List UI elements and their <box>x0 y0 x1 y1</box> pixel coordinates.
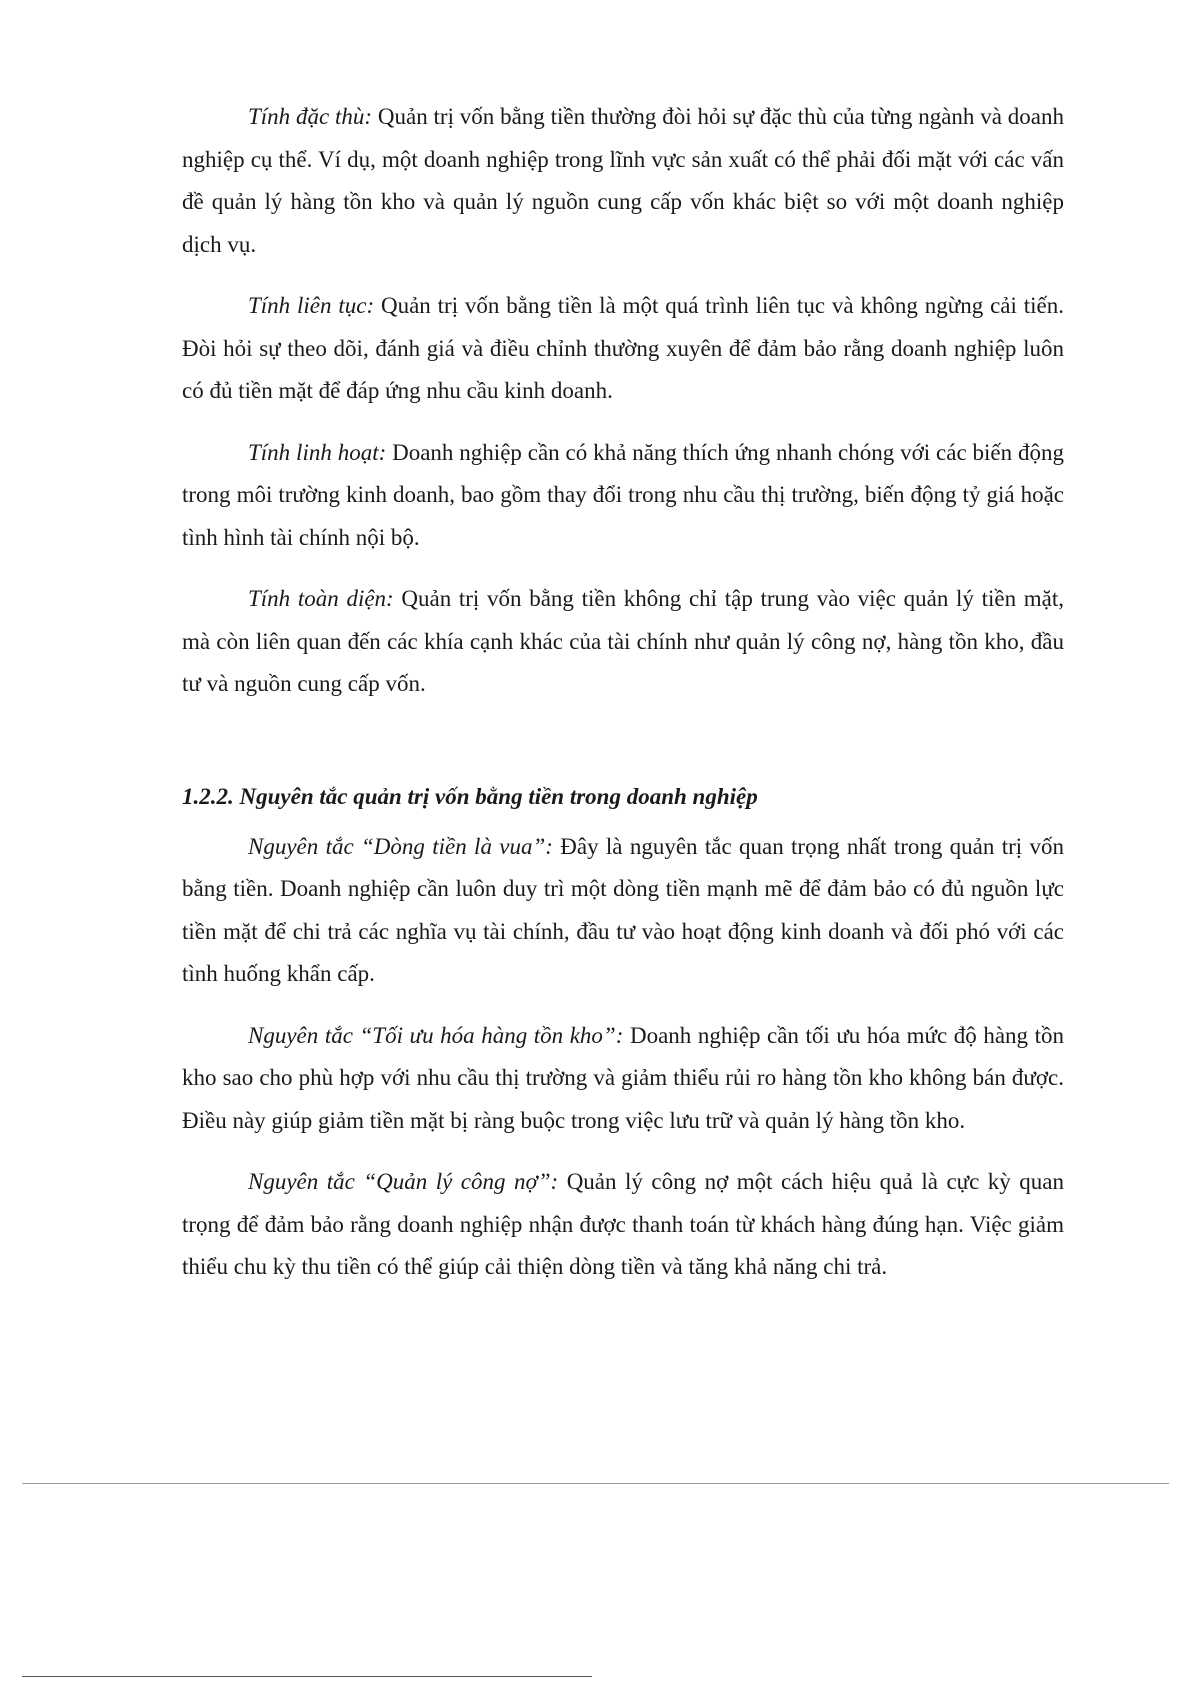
paragraph-lead: Tính linh hoạt: <box>248 439 387 465</box>
paragraph-text: Đây là nguyên tắc quan trọng nhất trong quản trị vốn bằng tiền. Doanh nghiệp cần luôn duy trì một dòng tiền mạnh mẽ để đảm bảo có đủ nguồn lực tiền mặt để chi trả các nghĩa vụ tài chính, đầu tư vào hoạt động kinh doanh và đối phó với các tình huống khẩn cấp. <box>182 833 1064 986</box>
footnote-divider <box>22 1676 592 1677</box>
paragraph-lead: Tính đặc thù: <box>248 104 373 129</box>
paragraph-quan-ly-cong-no <box>182 1161 1064 1289</box>
paragraph-text: Doanh nghiệp cần tối ưu hóa mức độ hàng tồn kho sao cho phù hợp với nhu cầu thị trường và giảm thiểu rủi ro hàng tồn kho không bán được. Điều này giúp giảm tiền mặt bị ràng buộc trong việc lưu trữ và quản lý hàng tồn kho. <box>182 1022 1064 1133</box>
paragraph-tinh-linh-hoat <box>182 432 1064 560</box>
document-body <box>182 96 1064 1308</box>
paragraph-text: Quản trị vốn bằng tiền thường đòi hỏi sự đặc thù của từng ngành và doanh nghiệp cụ thể. Ví dụ, một doanh nghiệp trong lĩnh vực sản xuất có thể phải đối mặt với các vấn đề quản lý hàng tồn kho và quản lý nguồn cung cấp vốn khác biệt so với một doanh nghiệp dịch vụ. <box>182 104 1064 257</box>
paragraph-text: Quản trị vốn bằng tiền là một quá trình liên tục và không ngừng cải tiến. Đòi hỏi sự theo dõi, đánh giá và điều chỉnh thường xuyên để đảm bảo rằng doanh nghiệp luôn có đủ tiền mặt để đáp ứng nhu cầu kinh doanh. <box>182 293 1064 403</box>
paragraph-tinh-lien-tuc <box>182 285 1064 413</box>
paragraph-lead: Tính toàn diện: <box>248 586 394 611</box>
paragraph-text: Quản trị vốn bằng tiền không chỉ tập trung vào việc quản lý tiền mặt, mà còn liên quan đến các khía cạnh khác của tài chính như quản lý công nợ, hàng tồn kho, đầu tư và nguồn cung cấp vốn. <box>182 586 1064 696</box>
paragraph-tinh-toan-dien <box>182 578 1064 706</box>
paragraph-toi-uu-hoa-hang-ton-kho <box>182 1015 1064 1143</box>
paragraph-lead: Nguyên tắc “Dòng tiền là vua”: <box>248 833 553 859</box>
page-divider <box>22 1483 1169 1484</box>
paragraph-lead: Tính liên tục: <box>248 293 375 318</box>
paragraph-dong-tien-la-vua <box>182 826 1064 996</box>
paragraph-text: Quản lý công nợ một cách hiệu quả là cực kỳ quan trọng để đảm bảo rằng doanh nghiệp nhận được thanh toán từ khách hàng đúng hạn. Việc giảm thiểu chu kỳ thu tiền có thể giúp cải thiện dòng tiền và tăng khả năng chi trả. <box>182 1169 1065 1279</box>
section-heading: 1.2.2. Nguyên tắc quản trị vốn bằng tiền trong doanh nghiệp <box>182 783 758 809</box>
paragraph-tinh-dac-thu <box>182 96 1064 266</box>
paragraph-text: Doanh nghiệp cần có khả năng thích ứng nhanh chóng với các biến động trong môi trường kinh doanh, bao gồm thay đổi trong nhu cầu thị trường, biến động tỷ giá hoặc tình hình tài chính nội bộ. <box>182 439 1064 550</box>
paragraph-lead: Nguyên tắc “Tối ưu hóa hàng tồn kho”: <box>248 1022 624 1048</box>
paragraph-lead: Nguyên tắc “Quản lý công nợ”: <box>248 1169 559 1194</box>
